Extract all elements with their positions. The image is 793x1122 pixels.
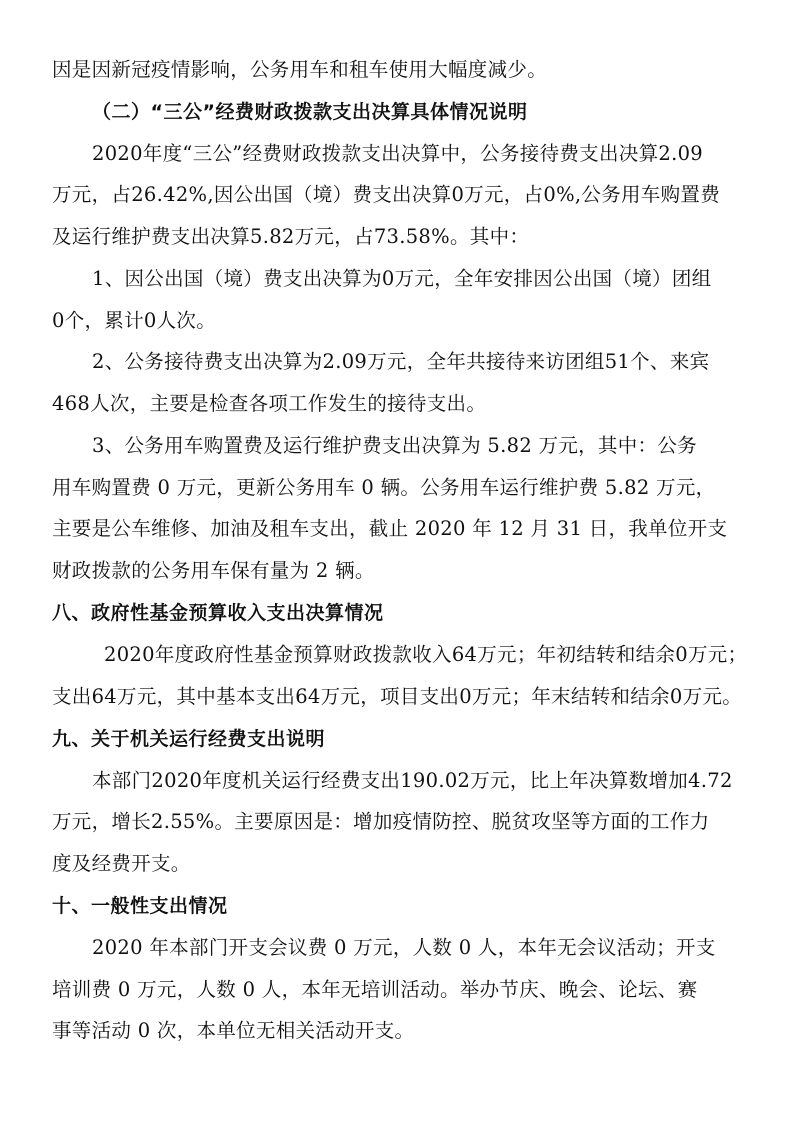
- paragraph-line: 主要是公车维修、加油及租车支出，截止 2020 年 12 月 31 日，我单位开支: [52, 517, 728, 540]
- paragraph-line: 度及经费开支。: [52, 852, 191, 875]
- paragraph-line: 万元，增长2.55%。主要原因是：增加疫情防控、脱贫攻坚等方面的工作力: [52, 810, 710, 833]
- paragraph-line: 2020年度政府性基金预算财政拨款收入64万元；年初结转和结余0万元；: [104, 643, 748, 666]
- paragraph-line: 及运行维护费支出决算5.82万元，占73.58%。其中：: [52, 225, 530, 248]
- paragraph-line: 3、公务用车购置费及运行维护费支出决算为 5.82 万元，其中：公务: [92, 434, 697, 457]
- paragraph-line: 支出64万元，其中基本支出64万元，项目支出0万元；年末结转和结余0万元。: [52, 685, 743, 708]
- paragraph-line: 0个，累计0人次。: [52, 309, 217, 332]
- paragraph-line: 1、因公出国（境）费支出决算为0万元，全年安排因公出国（境）团组: [92, 267, 712, 290]
- paragraph-line: 财政拨款的公务用车保有量为 2 辆。: [52, 559, 375, 582]
- paragraph-line: 2020 年本部门开支会议费 0 万元，人数 0 人，本年无会议活动；开支: [92, 936, 716, 959]
- section-heading-9: 九、关于机关运行经费支出说明: [52, 728, 326, 750]
- section-heading-10: 十、一般性支出情况: [52, 895, 228, 917]
- paragraph-line: 因是因新冠疫情影响，公务用车和租车使用大幅度减少。: [52, 58, 548, 81]
- paragraph-line: 468人次，主要是检查各项工作发生的接待支出。: [52, 392, 487, 415]
- paragraph-line: 用车购置费 0 万元，更新公务用车 0 辆。公务用车运行维护费 5.82 万元，: [52, 476, 716, 499]
- paragraph-line: 事等活动 0 次，本单位无相关活动开支。: [52, 1019, 415, 1042]
- subsection-heading-sangong: （二）“三公”经费财政拨款支出决算具体情况说明: [92, 101, 528, 123]
- paragraph-line: 2、公务接待费支出决算为2.09万元，全年共接待来访团组51个、来宾: [92, 350, 710, 373]
- paragraph-line: 本部门2020年度机关运行经费支出190.02万元，比上年决算数增加4.72: [92, 769, 733, 792]
- paragraph-line: 培训费 0 万元，人数 0 人，本年无培训活动。举办节庆、晚会、论坛、赛: [52, 978, 698, 1001]
- section-heading-8: 八、政府性基金预算收入支出决算情况: [52, 602, 384, 624]
- paragraph-line: 2020年度“三公”经费财政拨款支出决算中，公务接待费支出决算2.09: [92, 142, 703, 165]
- paragraph-line: 万元，占26.42%,因公出国（境）费支出决算0万元，占0%,公务用车购置费: [52, 183, 720, 206]
